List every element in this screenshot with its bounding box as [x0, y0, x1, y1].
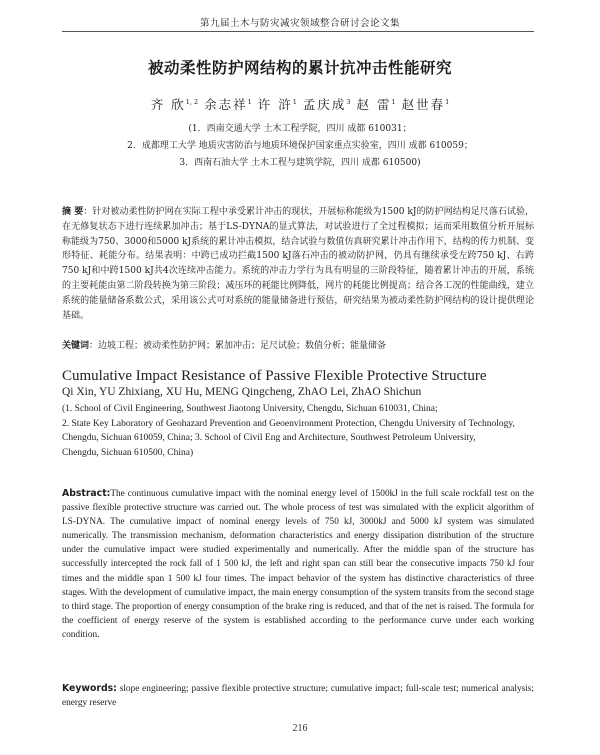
- en-keywords: [62, 682, 534, 710]
- en-affiliation-line: Chengdu, Sichuan 610500, China): [62, 447, 194, 458]
- en-abstract: [62, 487, 534, 642]
- cn-keywords-label: 关键词: [62, 341, 90, 351]
- en-affiliation-line: 2. State Key Laboratory of Geohazard Prevention and Geoenvironment Protection, Chengdu University of Technology,: [62, 418, 515, 429]
- cn-author: 余志祥$^1$: [204, 97, 252, 112]
- en-title: Cumulative Impact Resistance of Passive Flexible Protective Structure: [62, 368, 487, 384]
- en-abstract-label: Abstract:: [62, 488, 111, 499]
- en-abstract-text: The continuous cumulative impact with the nominal energy level of 1500kJ in the full scale rockfall test on the passive flexible protective structure was carried out. The whole process of test was simulated with the explicit algorithm of LS-DYNA. The cumulative impact of nominal energy levels of 750 kJ, 3000kJ and 5000 kJ system was simulated numerically. The transmission mechanism, deformation characteristics and energy dissipation distribution of the structure under the cumulative impact were studied experimentally and numerically. After the middle span of the structure has successfully intercepted the rock fall of 1 500 kJ, the left and right span can still bear the consecutive impacts 750 kJ four times and the middle span 1 500 kJ four times. The impact behavior of the system has distinctive characteristics of three stages. With the development of cumulative impact, the main energy consumption of the system transits from the second stage to third stage. The proportion of energy consumption of the brake ring is reduced, and that of the net is raised. The formula for the coefficient of energy reserve of the system is established according to the performance curve under each working condition.: [62, 489, 534, 640]
- en-affiliation-line: (1. School of Civil Engineering, Southwest Jiaotong University, Chengdu, Sichuan 610031, China;: [62, 404, 438, 414]
- cn-author: 赵 雷$^1$: [356, 97, 396, 112]
- en-keywords-text: slope engineering; passive flexible protective structure; cumulative impact; full-scale test; numerical analysis; energy reserve: [62, 684, 534, 709]
- en-keywords-label: Keywords:: [62, 683, 117, 694]
- header-rule: [62, 31, 534, 32]
- cn-authors: [0, 95, 600, 113]
- page-number: 216: [292, 723, 308, 734]
- cn-keywords-text: ：边坡工程；被动柔性防护网；累加冲击；足尺试验；数值分析；能量储备: [89, 341, 387, 351]
- cn-author: 许 浒$^1$: [257, 97, 297, 112]
- cn-keywords: [62, 339, 534, 353]
- cn-author: 赵世春$^1$: [401, 97, 450, 112]
- cn-affiliation-line: (1．西南交通大学 土木工程学院，四川 成都 610031；: [188, 124, 412, 134]
- cn-abstract-text: ：针对被动柔性防护网在实际工程中承受累计冲击的现状，开展标称能级为1500 kJ的防护网结构足尺落石试验，在无修复状态下进行连续累加冲击；基于LS-DYNA的显式算法，对试验进行了全过程模拟；运而采用数值分析开展标称能级为750、3000和5000 kJ系统的累计冲击模拟，结合试验与数值仿真研究累计冲击作用下，结构的传力机制、变形特征、耗能分布。结果表明：中跨已成功拦截1500 kJ落石冲击的被动防护网，仍具有继续承受左跨750 kJ、右跨750 kJ和中跨1500 kJ共4次连续冲击能力。系统的冲击力学行为具有明显的三阶段特征，随着累计冲击的开展，系统的主要耗能由第二阶段转换为第三阶段；减压环的耗能比例降低，网片的耗能比例提高；结合各工况的性能曲线，建立系统的能量储备系数公式，采用该公式可对系统的能量储备进行预估，研究结果为被动柔性防护网结构的设计提供理论基础。: [62, 207, 534, 321]
- cn-affiliation-line: 2．成都理工大学 地质灾害防治与地质环境保护国家重点实验室，四川 成都 610059；: [127, 141, 473, 151]
- cn-abstract-label: 摘 要: [62, 207, 84, 217]
- cn-author: 孟庆成$^3$: [302, 97, 351, 112]
- en-affiliations: [62, 402, 534, 460]
- cn-title: 被动柔性防护网结构的累计抗冲击性能研究: [147, 59, 452, 77]
- en-authors: Qi Xin, YU Zhixiang, XU Hu, MENG Qingcheng, ZhAO Lei, ZhAO Shichun: [62, 386, 422, 398]
- running-header: 第九届土木与防灾减灾领域整合研讨会论文集: [199, 18, 400, 29]
- cn-author: 齐 欣$^{1, 2}$: [150, 97, 199, 112]
- cn-abstract: [62, 205, 534, 323]
- en-affiliation-line: Chengdu, Sichuan 610059, China; 3. School of Civil Eng and Architecture, Southwest Petroleum University,: [62, 433, 476, 443]
- cn-affiliation-line: 3．西南石油大学 土木工程与建筑学院，四川 成都 610500): [179, 158, 421, 168]
